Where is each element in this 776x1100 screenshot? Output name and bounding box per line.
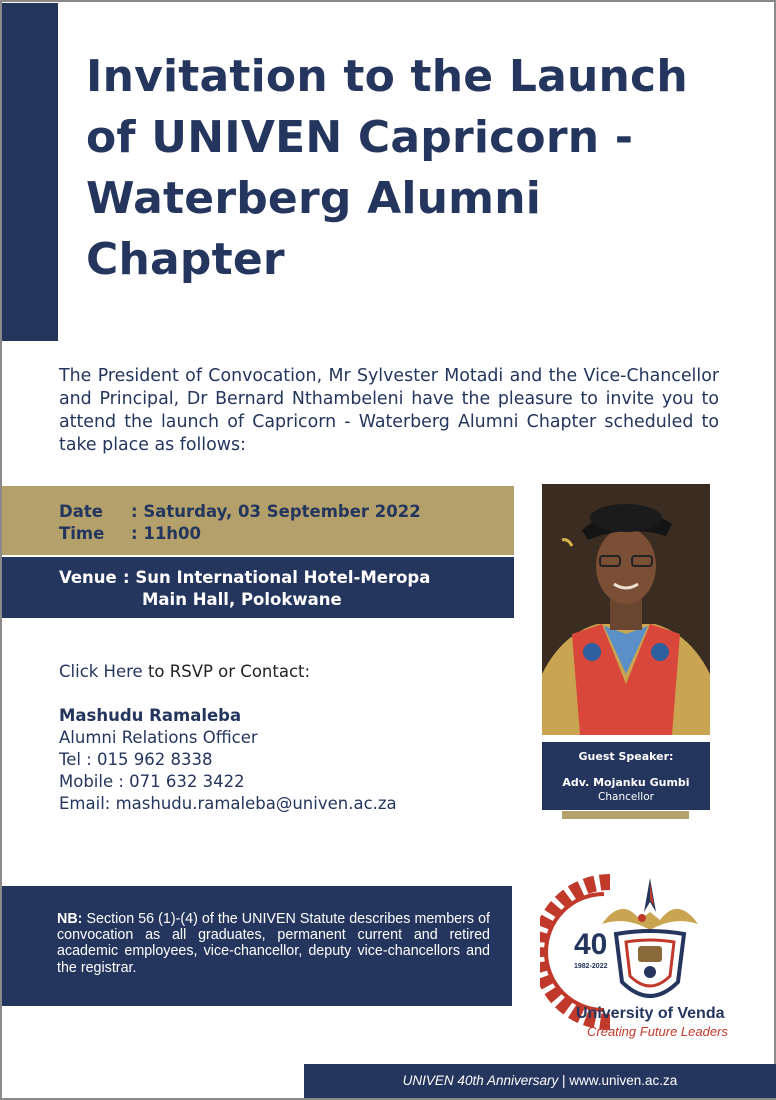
venue-value-line2: Main Hall, Polokwane — [142, 590, 342, 609]
contact-name: Mashudu Ramaleba — [59, 706, 242, 725]
guest-speaker-role: Chancellor — [598, 791, 654, 803]
nb-paragraph — [57, 911, 490, 976]
contact-mobile: Mobile : 071 632 3422 — [59, 772, 245, 791]
footer-separator: | — [558, 1073, 570, 1088]
venue-value: : Sun International Hotel-Meropa — [123, 568, 431, 587]
logo-crest-icon — [602, 878, 698, 996]
logo-tagline: Creating Future Leaders — [587, 1024, 728, 1039]
venue-label: Venue — [59, 568, 117, 587]
nb-text: Section 56 (1)-(4) of the UNIVEN Statute describes members of convocation as all graduates, permanent current and retired academic employees, vice-chancellor, deputy vice-chancellors and the registrar. — [57, 911, 490, 976]
rsvp-line — [59, 662, 310, 681]
left-accent-bar — [2, 3, 58, 341]
rsvp-link[interactable]: Click Here — [59, 662, 143, 681]
guest-speaker-gold-strip — [562, 811, 689, 819]
guest-speaker-heading: Guest Speaker: — [578, 750, 674, 763]
nb-label: NB: — [57, 911, 83, 927]
guest-speaker-card — [542, 742, 710, 810]
logo-years: 1982-2022 — [574, 963, 608, 970]
logo-number: 40 — [574, 928, 608, 961]
logo-university-name: University of Venda — [576, 1005, 725, 1022]
footer-anniversary: UNIVEN 40th Anniversary — [402, 1073, 559, 1088]
time-value: : 11h00 — [131, 524, 202, 543]
date-label: Date — [59, 502, 103, 521]
contact-role: Alumni Relations Officer — [59, 728, 258, 747]
date-value: : Saturday, 03 September 2022 — [131, 502, 421, 521]
date-row — [59, 502, 421, 521]
intro-paragraph: The President of Convocation, Mr Sylvester Motadi and the Vice-Chancellor and Principal, Dr Bernard Nthambeleni have the pleasure to invite you to attend the launch of Capricorn - Waterberg Alumni Chapter scheduled to take place as follows: — [59, 366, 719, 455]
footer-website-link[interactable]: www.univen.ac.za — [569, 1073, 678, 1088]
time-row — [59, 524, 201, 543]
page-title: Invitation to the Launch of UNIVEN Capricorn - Waterberg Alumni Chapter — [86, 51, 688, 285]
venue-row — [59, 568, 430, 587]
contact-email: Email: mashudu.ramaleba@univen.ac.za — [59, 794, 397, 813]
footer-text — [304, 1073, 776, 1088]
footer-bar — [304, 1064, 776, 1098]
rsvp-text: to RSVP or Contact: — [142, 662, 311, 681]
time-label: Time — [59, 524, 105, 543]
guest-speaker-name: Adv. Mojanku Gumbi — [562, 776, 690, 789]
guest-speaker-photo — [542, 484, 710, 735]
contact-tel: Tel : 015 962 8338 — [59, 750, 213, 769]
speaker-portrait-illustration — [542, 484, 710, 735]
